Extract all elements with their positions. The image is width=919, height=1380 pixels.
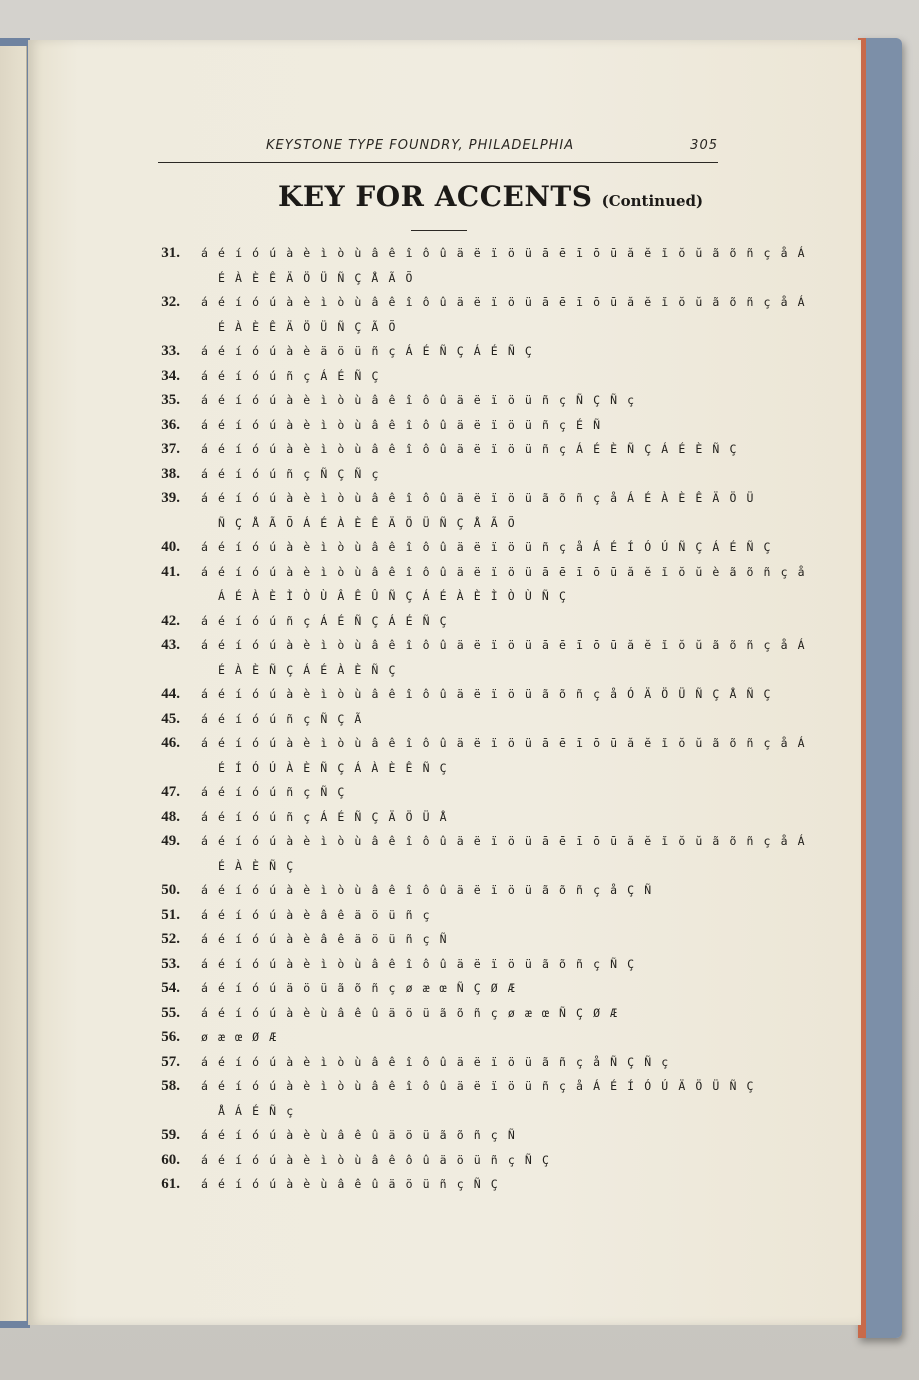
entry-number: 40.: [161, 539, 180, 555]
facing-page-edge: [0, 46, 27, 1321]
entry-number: 61.: [161, 1176, 180, 1192]
heading-sub: (Continued): [601, 192, 704, 210]
entry-characters: ø æ œ Ø Æ: [201, 1030, 278, 1044]
entry-characters: á é í ó ú à è ì ò ù â ê î ô û ä ë ï ö ü ā ē ī ō ū ă ĕ ĭ ŏ ŭ ã õ ñ ç å Á: [201, 295, 807, 309]
entry-characters: á é í ó ú ñ ç Ñ Ç Ñ ç: [201, 466, 380, 481]
entry-number: 32.: [161, 294, 180, 310]
entry-characters: á é í ó ú à è ì ò ù â ê î ô û ä ë ï ö ü ñ ç å Á É Í Ó Ú Ä Ö Ü Ñ Ç: [201, 1079, 756, 1093]
entry-number: 31.: [161, 245, 180, 261]
entry-characters: á é í ó ú à è ì ò ù â ê ô û ä ö ü ñ ç Ñ Ç: [201, 1152, 551, 1167]
entry-number: 54.: [161, 980, 180, 996]
entry-number: 55.: [161, 1004, 180, 1021]
entry-characters: á é í ó ú ñ ç Ñ Ç Ã: [201, 711, 363, 726]
entry-characters: á é í ó ú à è ì ò ù â ê î ô û ä ë ï ö ü ñ ç å Á É Í Ó Ú Ñ Ç Á É Ñ Ç: [201, 540, 773, 554]
entry-characters: á é í ó ú ñ ç Ñ Ç: [201, 785, 346, 799]
entry-characters-continued: É À È Ñ Ç: [218, 858, 295, 873]
entry-number: 45.: [161, 710, 180, 727]
entry-number: 51.: [161, 906, 180, 923]
heading-rule: [411, 230, 467, 231]
entry-number: 49.: [161, 833, 180, 849]
entry-characters: á é í ó ú à è ì ò ù â ê î ô û ä ë ï ö ü ñ ç Ñ Ç Ñ ç: [201, 393, 636, 407]
entry-characters: á é í ó ú à è ù â ê û ä ö ü ã õ ñ ç ø æ œ Ñ Ç Ø Æ: [201, 1005, 619, 1020]
entry-characters: á é í ó ú à è ù â ê û ä ö ü ã õ ñ ç Ñ: [201, 1128, 517, 1142]
entry-characters: á é í ó ú ñ ç Á É Ñ Ç Á É Ñ Ç: [201, 613, 449, 628]
entry-number: 44.: [161, 686, 180, 702]
running-head-title: KEYSTONE TYPE FOUNDRY, PHILADELPHIA: [266, 138, 575, 153]
entry-characters: á é í ó ú à è ì ò ù â ê î ô û ä ë ï ö ü ā ē ī ō ū ă ĕ ĭ ŏ ŭ ã õ ñ ç å Á: [201, 246, 807, 260]
entry-characters: á é í ó ú à è â ê ä ö ü ñ ç Ñ: [201, 932, 449, 946]
entry-characters-continued: É À È Ê Ä Ö Ü Ñ Ç Ã Õ: [218, 319, 397, 334]
entry-characters-continued: É À È Ê Ä Ö Ü Ñ Ç Å Ã Õ: [218, 270, 415, 285]
entry-number: 36.: [161, 416, 180, 433]
entry-characters: á é í ó ú à è ì ò ù â ê î ô û ä ë ï ö ü ã õ ñ ç å Ó Ä Ö Ü Ñ Ç Å Ñ Ç: [201, 687, 773, 701]
entry-characters: á é í ó ú à è ì ò ù â ê î ô û ä ë ï ö ü ā ē ī ō ū ă ĕ ĭ ŏ ŭ è ã õ ñ ç å: [201, 564, 807, 579]
entry-characters: á é í ó ú à è â ê ä ö ü ñ ç: [201, 907, 432, 922]
entry-number: 43.: [161, 637, 180, 653]
entry-number: 42.: [161, 612, 180, 629]
entry-characters: á é í ó ú ñ ç Á É Ñ Ç Ä Ö Ü Å: [201, 809, 449, 824]
entry-number: 53.: [161, 955, 180, 972]
entry-characters: á é í ó ú à è ì ò ù â ê î ô û ä ë ï ö ü ñ ç É Ñ: [201, 417, 602, 432]
page-number: 305: [690, 138, 718, 153]
entry-number: 48.: [161, 808, 180, 825]
heading-main: KEY FOR ACCENTS: [278, 180, 593, 213]
entry-characters: á é í ó ú à è ì ò ù â ê î ô û ä ë ï ö ü ã õ ñ ç å Ç Ñ: [201, 883, 653, 897]
running-head: [158, 136, 718, 163]
entry-number: 52.: [161, 931, 180, 947]
entry-number: 34.: [161, 367, 180, 384]
entry-number: 35.: [161, 392, 180, 408]
entry-characters-continued: É À È Ñ Ç Á É À È Ñ Ç: [218, 662, 397, 677]
entry-number: 60.: [161, 1151, 180, 1168]
entry-characters: á é í ó ú à è ì ò ù â ê î ô û ä ë ï ö ü ā ē ī ō ū ă ĕ ĭ ŏ ŭ ã õ ñ ç å Á: [201, 736, 807, 750]
entry-characters: á é í ó ú à è ì ò ù â ê î ô û ä ë ï ö ü ñ ç Á É È Ñ Ç Á É È Ñ Ç: [201, 442, 738, 456]
entry-characters: á é í ó ú à è ä ö ü ñ ç Á É Ñ Ç Á É Ñ Ç: [201, 344, 534, 358]
book-cover-right: [858, 38, 902, 1338]
entry-number: 41.: [161, 563, 180, 580]
entry-number: 47.: [161, 784, 180, 800]
entry-number: 57.: [161, 1053, 180, 1070]
entry-characters: á é í ó ú à è ì ò ù â ê î ô û ä ë ï ö ü ā ē ī ō ū ă ĕ ĭ ŏ ŭ ã õ ñ ç å Á: [201, 638, 807, 652]
entry-number: 39.: [161, 490, 180, 506]
entry-number: 59.: [161, 1127, 180, 1143]
entry-characters-continued: Á É À È Ì Ò Ù Â Ê Û Ñ Ç Á É À È Ì Ò Ù Ñ Ç: [218, 589, 568, 603]
entry-number: 38.: [161, 465, 180, 482]
entry-characters: á é í ó ú à è ù â ê û ä ö ü ñ ç Ñ Ç: [201, 1177, 500, 1191]
entry-characters-continued: É Í Ó Ú À È Ñ Ç Á À È Ê Ñ Ç: [218, 760, 449, 775]
entry-number: 33.: [161, 343, 180, 359]
entry-characters: á é í ó ú à è ì ò ù â ê î ô û ä ë ï ö ü ā ē ī ō ū ă ĕ ĭ ŏ ŭ ã õ ñ ç å Á: [201, 834, 807, 848]
entry-characters: á é í ó ú à è ì ò ù â ê î ô û ä ë ï ö ü ã ñ ç å Ñ Ç Ñ ç: [201, 1054, 670, 1069]
entry-characters-continued: Å Á É Ñ ç: [218, 1103, 295, 1118]
entry-number: 46.: [161, 735, 180, 751]
entry-number: 50.: [161, 882, 180, 898]
entry-characters: á é í ó ú ä ö ü ã õ ñ ç ø æ œ Ñ Ç Ø Æ: [201, 981, 517, 995]
entry-characters: á é í ó ú ñ ç Á É Ñ Ç: [201, 368, 380, 383]
entry-number: 56.: [161, 1029, 180, 1045]
entry-characters-continued: Ñ Ç Å Ã Õ Á É À È Ê Ä Ö Ü Ñ Ç Å Ã Õ: [218, 515, 517, 530]
entry-characters: á é í ó ú à è ì ò ù â ê î ô û ä ë ï ö ü ã õ ñ ç å Á É À È Ê Ä Ö Ü: [201, 491, 756, 505]
entry-number: 37.: [161, 441, 180, 457]
entry-number: 58.: [161, 1078, 180, 1094]
page-heading: [278, 180, 703, 213]
entry-characters: á é í ó ú à è ì ò ù â ê î ô û ä ë ï ö ü ã õ ñ ç Ñ Ç: [201, 956, 636, 971]
